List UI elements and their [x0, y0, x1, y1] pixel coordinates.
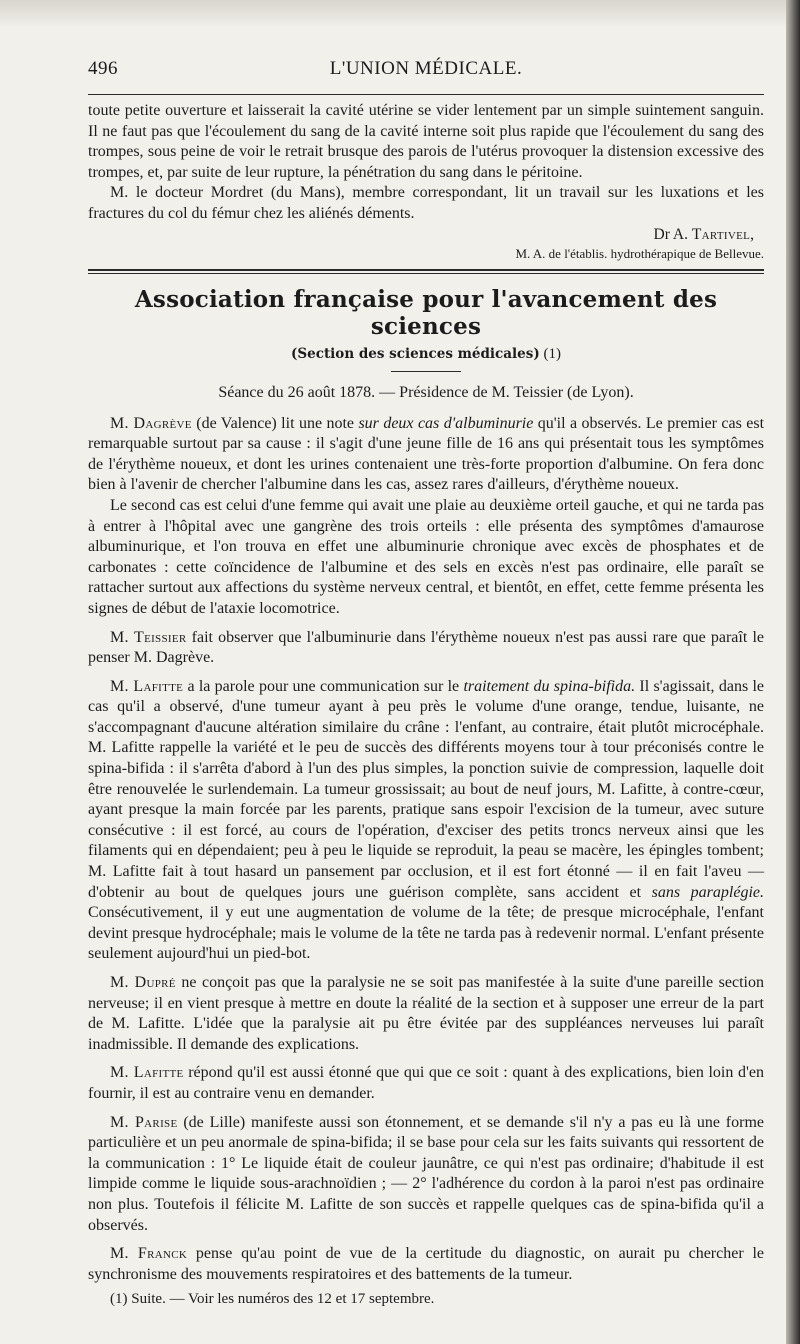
- spacer: [88, 1105, 764, 1113]
- communication-title: traitement du spina-bifida.: [463, 677, 636, 695]
- mordret-text: (du Mans), membre correspondant, lit un travail sur les luxations et les fractures du col du fémur chez les aliénés déments.: [88, 184, 764, 222]
- speaker-lafitte-reply: M. Lafitte: [110, 1064, 184, 1082]
- article-title: Association française pour l'avancement des sciences: [134, 285, 718, 340]
- dagreve-text-a: (de Valence) lit une note: [191, 414, 359, 432]
- page-top-shadow: [0, 0, 800, 28]
- signature-comma: ,: [750, 225, 754, 243]
- spacer: [88, 1055, 764, 1063]
- dupre-text: ne conçoit pas que la paralysie ne se soit pas manifestée à la suite d'une pareille section nerveuse; il en vient presque à mettre en doute la réalité de la section et à supposer une erreur de la part de M. Lafitte. L'idée que la paralysie ait pu être évitée par des suppléances nerveuses lui paraît inadmissible. Il demande des explications.: [88, 974, 764, 1053]
- section-footnote-ref: (1): [539, 345, 561, 362]
- book-spine-edge: [786, 0, 800, 1344]
- signature-affiliation: M. A. de l'établis. hydrothérapique de Bellevue.: [515, 245, 764, 261]
- paragraph-lafitte-1: [88, 677, 764, 965]
- page-number: 496: [88, 58, 118, 79]
- title-separator: [391, 371, 461, 372]
- signature-prefix: Dr A.: [653, 225, 692, 243]
- running-header: [88, 58, 764, 92]
- spacer: [88, 669, 764, 677]
- speaker-dagreve: M. Dagrève: [110, 414, 192, 432]
- continuation-paragraph: toute petite ouverture et laisserait la cavité utérine se vider lentement par un simple suintement sanguin. Il ne faut pas que l'écoulement du sang de la cavité interne soit plus rapide que l'écoulement du sang des trompes, sous peine de voir le retrait brusque des parois de l'utérus provoquer la distension excessive des trompes, et, par suite de leur rupture, la pénétration du sang dans le péritoine.: [88, 102, 764, 181]
- footnote: (1) Suite. — Voir les numéros des 12 et 17 septembre.: [110, 1291, 435, 1308]
- speaker-parise: M. Parise: [110, 1113, 178, 1131]
- note-title: sur deux cas d'albuminurie: [358, 414, 534, 432]
- speaker-teissier: M. Teissier: [110, 628, 187, 646]
- franck-text: pense qu'au point de vue de la certitude du diagnostic, on aurait pu chercher le synchronisme des mouvements respiratoires et des battements de la tumeur.: [88, 1245, 765, 1283]
- journal-title: L'UNION MÉDICALE.: [329, 58, 523, 79]
- paragraph-dagreve-1: [88, 414, 764, 496]
- seance-line: Séance du 26 août 1878. — Présidence de M. Teissier (de Lyon).: [218, 383, 634, 401]
- lafitte-text-c: Consécutivement, il y eut une augmentation de volume de la tête; de presque microcéphale, l'enfant devint presque hydrocéphale; mais le volume de la tête ne tarda pas à redevenir normal. L'enfant présente seulement aujourd'hui un pied-bot.: [88, 904, 764, 963]
- speaker-dupre: M. Dupré: [110, 974, 176, 991]
- section-double-rule: [88, 269, 764, 274]
- lafitte-italic-phrase: sans paraplégie.: [651, 883, 765, 901]
- signature-name: [88, 225, 764, 245]
- paragraph-lafitte-2: [88, 1063, 764, 1104]
- article-section: [88, 346, 764, 363]
- teissier-text: fait observer que l'albuminurie dans l'érythème noueux n'est pas aussi rare que paraît le penser M. Dagrève.: [88, 628, 765, 667]
- speaker-mordret: M. le docteur Mordret: [110, 184, 264, 202]
- header-rule: [88, 94, 764, 95]
- paragraph-teissier: [88, 628, 764, 669]
- section-name: (Section des sciences médicales): [291, 345, 540, 362]
- signature-author: Tartivel: [691, 225, 751, 243]
- lafitte-reply-text: répond qu'il est aussi étonné que qui que ce soit : quant à des explications, bien loin d'en fournir, il est au contraire venu en demander.: [88, 1064, 765, 1102]
- speaker-lafitte: M. Lafitte: [110, 677, 184, 695]
- paragraph-dagreve-2: Le second cas est celui d'une femme qui avait une plaie au deuxième orteil gauche, et qui ne tarda pas à entrer à l'hôpital avec une gangrène des trois orteils : elle présenta des symptômes d'amaurose albuminurique, et l'on trouva en effet une albuminurie chronique avec excès de phosphates et de carbonates : cette coïncidence de l'albumine et des sels en excès n'est pas ordinaire, elle paraît se rattacher surtout aux affections du système nerveux central, et bientôt, en effet, cette femme présenta les signes de début de l'ataxie locomotrice.: [88, 496, 764, 617]
- spacer: [88, 620, 764, 628]
- lafitte-text-b: Il s'agissait, dans le cas qu'il a observé, d'une tumeur ayant à peu près le volume d'une orange, tendue, luisante, ne s'accompagnant d'aucune altération similaire du crâne : l'enfant, au contraire, était plutôt microcéphale. M. Lafitte rappelle la variété et le peu de succès des différents moyens tour à tour préconisés contre le spina-bifida : il s'arrêta d'abord à l'un des plus simples, la ponction suivie de compression, laquelle doit être renouvelée le surlendemain. La tumeur grossissait; au bout de neuf jours, M. Lafitte, à contre-cœur, ayant presque la main forcée par les parents, pratique sans espoir l'excision de la tumeur, avec suture consécutive : il est forcé, au cours de l'opération, d'exciser des petits troncs nerveux ainsi que les filaments qui en dépendaient; peu à peu le liquide se reproduit, la peau se macère, les épingles tombent; M. Lafitte fait à tout hasard un pansement par occlusion, et il est fort étonné — il en fait l'aveu — d'obtenir au bout de quelques jours une guérison complète, sans accident et: [88, 677, 764, 901]
- paragraph-franck: [88, 1244, 764, 1285]
- paragraph-dupre: [88, 973, 764, 1055]
- dagreve-text-b: qu'il a observés. Le premier cas est remarquable surtout par sa cause : il s'agit d'une jeune fille de 16 ans qui présentait tous les symptômes de l'érythème noueux, et dont les urines contenaient une très-forte proportion d'albumine. On fera donc bien à l'avenir de chercher l'albumine dans les cas, assez rares d'ailleurs, d'érythème noueux.: [88, 414, 765, 494]
- spacer: [88, 965, 764, 973]
- paragraph-mordret: [88, 183, 764, 224]
- page-content: [88, 58, 764, 1310]
- spacer: [88, 1236, 764, 1244]
- paragraph-parise: [88, 1113, 764, 1237]
- speaker-franck: M. Franck: [110, 1245, 188, 1263]
- parise-text: (de Lille) manifeste aussi son étonnement, et se demande s'il n'y a pas eu là une forme particulière et un peu anormale de spina-bifida; il se base pour cela sur les faits suivants qui ressortent de la communication : 1° Le liquide était de couleur jaunâtre, ce qui n'est pas ordinaire; d'habitude il est limpide comme le liquide sous-arachnoïdien ; — 2° l'adhérence du cordon à la paroi n'est pas ordinaire non plus. Toutefois il félicite M. Lafitte de son succès et rappelle quelques cas de spina-bifida qu'il a observés.: [88, 1113, 764, 1234]
- lafitte-text-a: a la parole pour une communication sur le: [183, 677, 464, 695]
